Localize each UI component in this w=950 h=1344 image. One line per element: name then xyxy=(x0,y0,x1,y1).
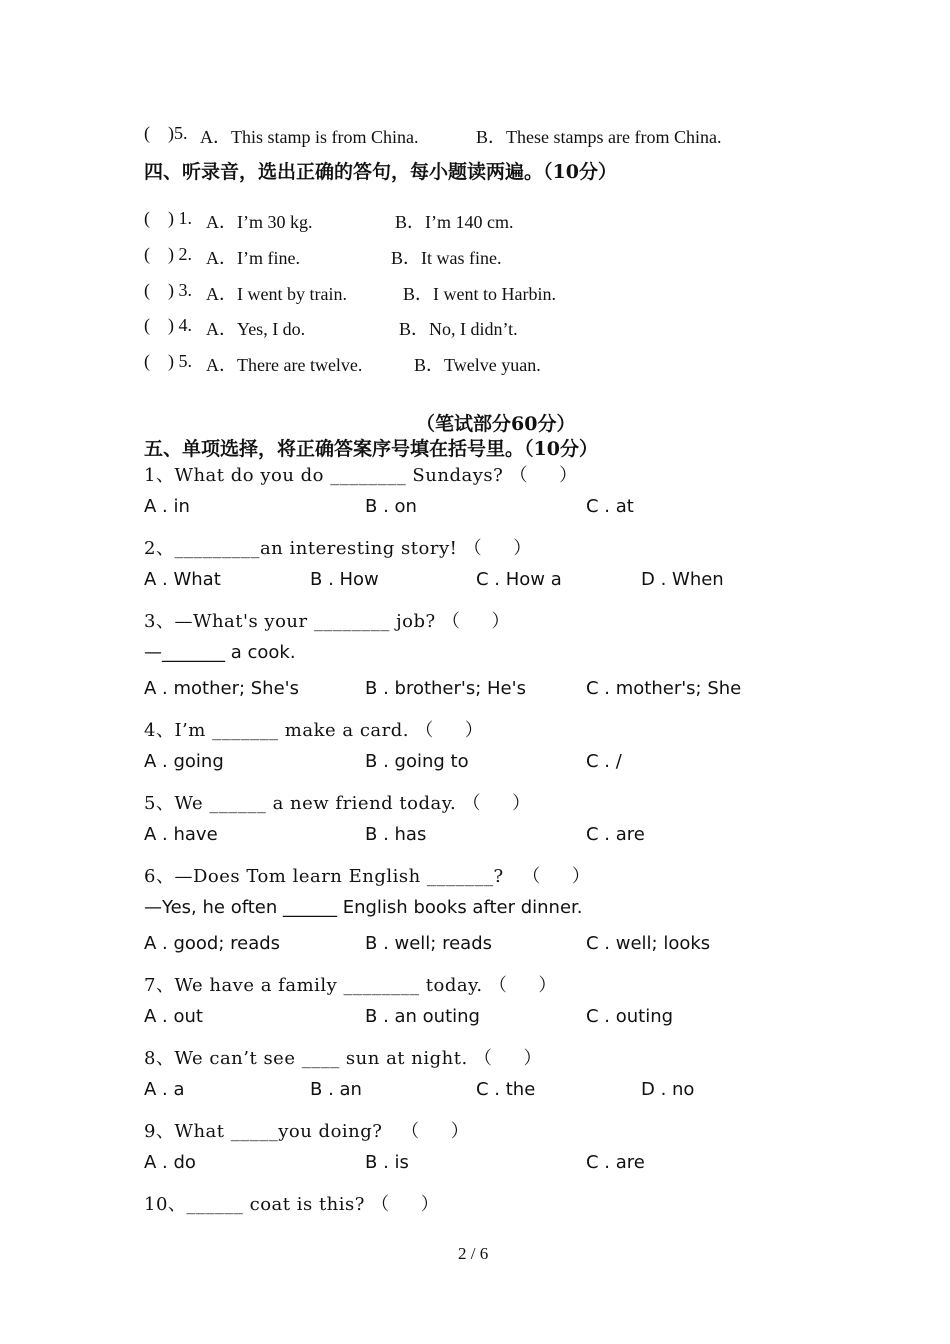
s5-q5-stem: 5、We ______ a new friend today. （ ） xyxy=(144,793,531,814)
s5-q4-stem: 4、I’m _______ make a card. （ ） xyxy=(144,720,484,741)
s4-q4-option-b: B．No, I didn’t. xyxy=(399,319,518,339)
s5-q5-option-c: C . are xyxy=(586,824,645,845)
s5-q8-option-a: A . a xyxy=(144,1079,185,1100)
s3-q5-option-b: B．These stamps are from China. xyxy=(476,127,722,147)
s5-q2-stem: 2、_________an interesting story! （ ） xyxy=(144,538,532,559)
s3-q5-bracket: ( )5. xyxy=(144,123,188,143)
s5-q1-stem: 1、What do you do ________ Sundays? （ ） xyxy=(144,465,578,486)
s5-q8-option-c: C . the xyxy=(476,1079,536,1100)
s5-q3-stem: 3、—What's your ________ job? （ ） xyxy=(144,611,510,632)
s5-q6-option-c: C . well; looks xyxy=(586,933,711,954)
s4-q1-num: ( ) 1. xyxy=(144,208,192,228)
written-part-heading: （笔试部分60分） xyxy=(416,413,576,435)
s5-q9-option-c: C . are xyxy=(586,1152,645,1173)
s4-q4-num: ( ) 4. xyxy=(144,315,192,335)
section4-title: 四、听录音，选出正确的答句，每小题读两遍。（10分） xyxy=(144,161,617,183)
s5-q6-option-a: A . good; reads xyxy=(144,933,281,954)
s4-q1-option-b: B．I’m 140 cm. xyxy=(395,212,514,232)
s4-q5-option-b: B．Twelve yuan. xyxy=(414,355,541,375)
s4-q3-num: ( ) 3. xyxy=(144,280,192,300)
s4-q5-num: ( ) 5. xyxy=(144,351,192,371)
s5-q2-option-c: C . How a xyxy=(476,569,562,590)
s4-q3-option-a: A．I went by train. xyxy=(206,284,347,304)
s5-q6-sub: —Yes, he often ______ English books after dinner. xyxy=(144,897,583,918)
s5-q1-option-c: C . at xyxy=(586,496,634,517)
s4-q1-option-a: A．I’m 30 kg. xyxy=(206,212,313,232)
s5-q3-sub: —_______ a cook. xyxy=(144,642,296,663)
s5-q2-option-d: D . When xyxy=(641,569,724,590)
s5-q9-stem: 9、What _____you doing? （ ） xyxy=(144,1121,470,1142)
s5-q8-option-b: B . an xyxy=(310,1079,362,1100)
s4-q3-option-b: B．I went to Harbin. xyxy=(403,284,556,304)
s5-q7-option-b: B . an outing xyxy=(365,1006,480,1027)
s5-q7-option-c: C . outing xyxy=(586,1006,674,1027)
s5-q2-option-b: B . How xyxy=(310,569,379,590)
s4-q5-option-a: A．There are twelve. xyxy=(206,355,363,375)
page-number: 2 / 6 xyxy=(458,1244,489,1263)
s5-q10-stem: 10、______ coat is this? （ ） xyxy=(144,1194,440,1215)
s5-q6-stem: 6、—Does Tom learn English _______? （ ） xyxy=(144,866,591,887)
s5-q3-option-b: B . brother's; He's xyxy=(365,678,526,699)
s5-q9-option-a: A . do xyxy=(144,1152,196,1173)
s5-q7-stem: 7、We have a family ________ today. （ ） xyxy=(144,975,557,996)
s4-q2-num: ( ) 2. xyxy=(144,244,192,264)
s5-q8-stem: 8、We can’t see ____ sun at night. （ ） xyxy=(144,1048,543,1069)
s5-q5-option-a: A . have xyxy=(144,824,218,845)
s5-q2-option-a: A . What xyxy=(144,569,221,590)
s4-q2-option-a: A．I’m fine. xyxy=(206,248,300,268)
s5-q5-option-b: B . has xyxy=(365,824,427,845)
s4-q4-option-a: A．Yes, I do. xyxy=(206,319,306,339)
s5-q4-option-b: B . going to xyxy=(365,751,469,772)
s5-q1-option-a: A . in xyxy=(144,496,190,517)
s5-q8-option-d: D . no xyxy=(641,1079,695,1100)
s5-q9-option-b: B . is xyxy=(365,1152,409,1173)
s5-q3-option-a: A . mother; She's xyxy=(144,678,299,699)
section5-title: 五、单项选择，将正确答案序号填在括号里。（10分） xyxy=(144,438,598,460)
s4-q2-option-b: B．It was fine. xyxy=(391,248,502,268)
s5-q7-option-a: A . out xyxy=(144,1006,203,1027)
s5-q3-option-c: C . mother's; She xyxy=(586,678,742,699)
s5-q4-option-a: A . going xyxy=(144,751,224,772)
s5-q6-option-b: B . well; reads xyxy=(365,933,493,954)
s5-q4-option-c: C . / xyxy=(586,751,622,772)
s5-q1-option-b: B . on xyxy=(365,496,417,517)
s3-q5-option-a: A．This stamp is from China. xyxy=(200,127,419,147)
